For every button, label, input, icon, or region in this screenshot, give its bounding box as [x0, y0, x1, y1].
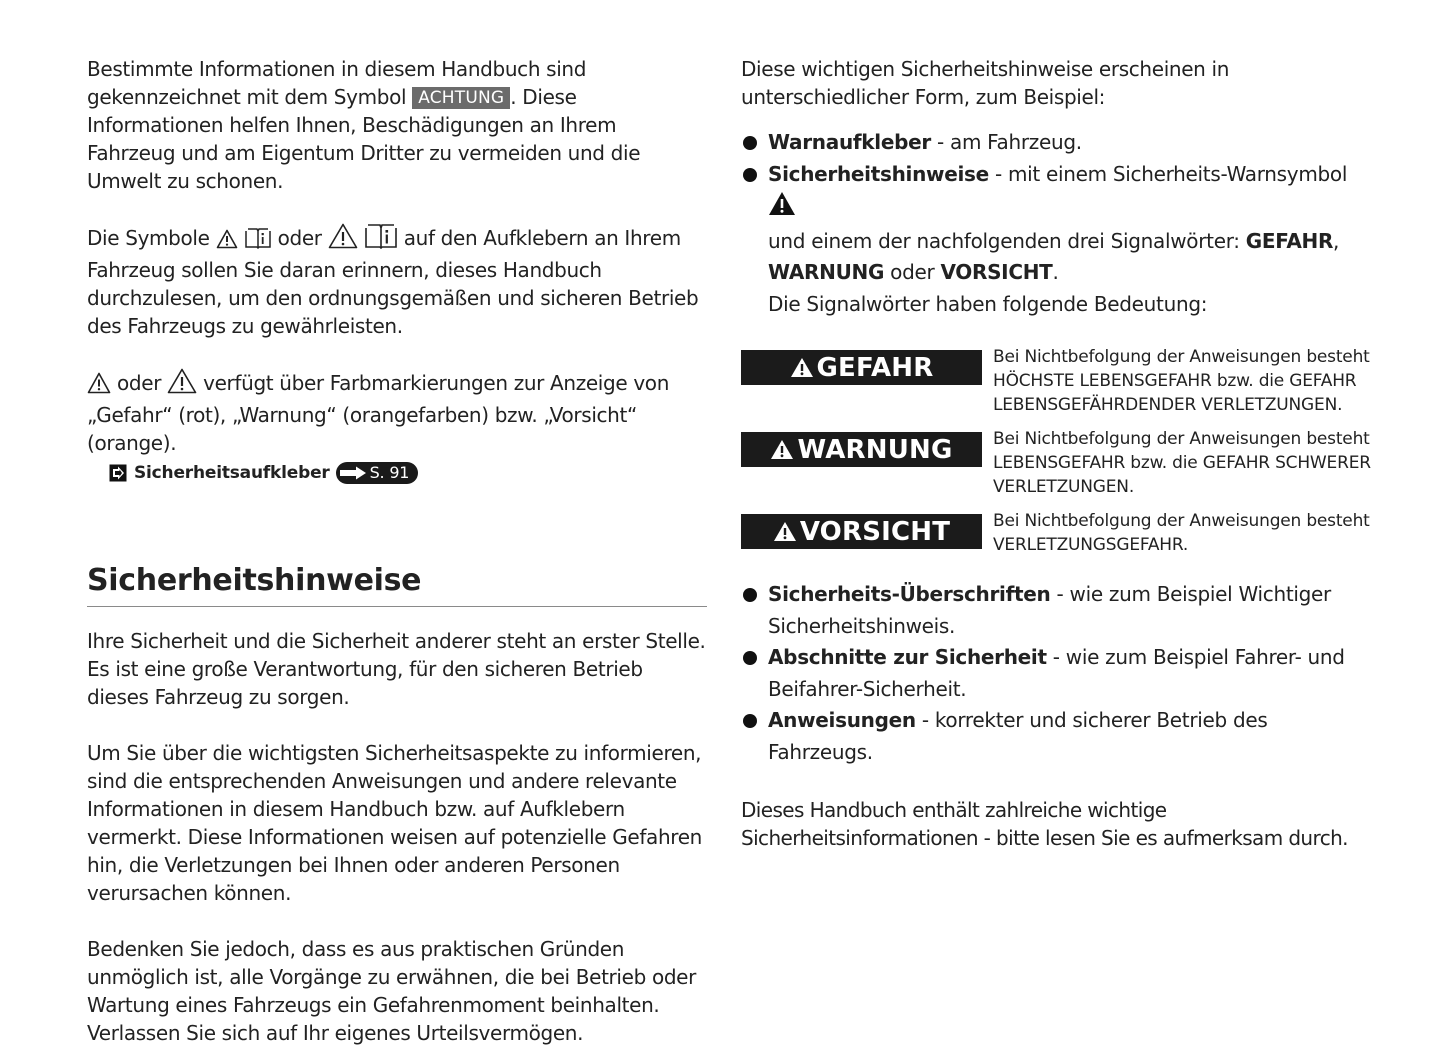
signal-description: Bei Nichtbefolgung der Anweisungen besteht VERLETZUNGSGEFAHR.	[993, 511, 1370, 555]
page-reference[interactable]: S. 91	[369, 463, 410, 482]
paragraph-judgement: Bedenken Sie jedoch, dass es aus praktischen Gründen unmöglich ist, alle Vorgänge zu erwähnen, die bei Betrieb oder Wartung eines Fahrzeugs ein Gefahrenmoment beinhalten. Verlassen Sie sich auf Ihr eigenes Urteilsvermögen.	[87, 937, 697, 1045]
paragraph-responsibility: Ihre Sicherheit und die Sicherheit anderer steht an erster Stelle. Es ist eine große Verantwortung, für den sicheren Betrieb dieses Fahrzeug zu sorgen.	[87, 629, 706, 709]
paragraph-color-markings: oder verfügt über Farbmarkierungen zur Anzeige von „Gefahr“ (rot), „Warnung“ (orangefarben) bzw. „Vorsicht“ (orange).	[87, 368, 707, 457]
signal-label-warnung: WARNUNG	[741, 432, 982, 467]
bullet-icon	[743, 136, 757, 150]
paragraph-intro: Diese wichtigen Sicherheitshinweise erscheinen in unterschiedlicher Form, zum Beispiel:	[741, 57, 1230, 109]
warning-solid-icon	[770, 439, 794, 460]
bullet-icon	[743, 588, 757, 602]
bullet-icon	[743, 651, 757, 665]
manual-book-large-icon	[364, 223, 398, 256]
warning-solid-icon	[773, 521, 797, 542]
crossref-link[interactable]	[109, 461, 707, 485]
right-column	[741, 55, 1371, 852]
bullet-icon	[743, 714, 757, 728]
warning-solid-icon	[790, 357, 814, 378]
list-item: Sicherheits-Überschriften - wie zum Beispiel Wichtiger Sicherheitshinweis.	[741, 579, 1371, 642]
signal-words-table	[741, 347, 1371, 557]
list-item: Abschnitte zur Sicherheit - wie zum Beispiel Fahrer- und Beifahrer-Sicherheit.	[741, 642, 1371, 705]
arrow-right-icon	[339, 466, 367, 480]
page-reference-pill[interactable]	[336, 462, 419, 484]
paragraph-symbols: Die Symbole oder auf den Aufklebern an Ihrem Fahrzeug sollen Sie daran erinnern, dieses Handbuch durchzulesen, um den ordnungsgemäßen und sicheren Betrieb des Fahrzeugs zu gewährleisten.	[87, 223, 707, 340]
signal-row-vorsicht	[741, 511, 1371, 557]
list-item: Anweisungen - korrekter und sicherer Betrieb des Fahrzeugs.	[741, 705, 1371, 768]
signal-row-warnung	[741, 429, 1371, 499]
warning-small-icon	[216, 228, 238, 256]
crossref-label[interactable]: Sicherheitsaufkleber	[134, 463, 330, 483]
signal-row-gefahr	[741, 347, 1371, 417]
warning-solid-icon	[768, 191, 796, 226]
paragraph-outro: Dieses Handbuch enthält zahlreiche wichtige Sicherheitsinformationen - bitte lesen Sie es aufmerksam durch.	[741, 798, 1348, 850]
warning-small-icon	[87, 372, 111, 401]
bullet-list-top	[741, 127, 1371, 320]
signal-label-gefahr: GEFAHR	[741, 350, 982, 385]
warning-large-icon	[167, 368, 197, 401]
paragraph-information: Um Sie über die wichtigsten Sicherheitsaspekte zu informieren, sind die entsprechenden Anweisungen und andere relevante Informationen in diesem Handbuch bzw. auf Aufklebern vermerkt. Diese Informationen weisen auf potenzielle Gefahren hin, die Verletzungen bei Ihnen oder anderen Personen verursachen können.	[87, 741, 702, 905]
achtung-badge: ACHTUNG	[412, 87, 510, 109]
section-heading: Sicherheitshinweise	[87, 563, 707, 607]
list-item: Sicherheitshinweise - mit einem Sicherheits-Warnsymbol und einem der nachfolgenden drei Signalwörter: GEFAHR, WARNUNG oder VORSICHT. Die Signalwörter haben folgende Bedeutung:	[741, 159, 1371, 321]
warning-large-icon	[328, 223, 358, 256]
bullet-list-bottom	[741, 579, 1371, 768]
signal-description: Bei Nichtbefolgung der Anweisungen besteht HÖCHSTE LEBENSGEFAHR bzw. die GEFAHR LEBENSGEFÄHRDENDER VERLETZUNGEN.	[993, 347, 1370, 415]
signal-description: Bei Nichtbefolgung der Anweisungen besteht LEBENSGEFAHR bzw. die GEFAHR SCHWERER VERLETZUNGEN.	[993, 429, 1371, 497]
manual-book-icon	[244, 227, 272, 256]
signal-label-vorsicht: VORSICHT	[741, 514, 982, 549]
paragraph-achtung: Bestimmte Informationen in diesem Handbuch sind gekennzeichnet mit dem Symbol ACHTUNG . Diese Informationen helfen Ihnen, Beschädigungen an Ihrem Fahrzeug und am Eigentum Dritter zu vermeiden und die Umwelt zu schonen.	[87, 57, 641, 193]
bullet-icon	[743, 168, 757, 182]
list-item: Warnaufkleber - am Fahrzeug.	[741, 127, 1371, 159]
left-column	[87, 55, 707, 1047]
crossref-arrow-icon	[109, 464, 127, 482]
